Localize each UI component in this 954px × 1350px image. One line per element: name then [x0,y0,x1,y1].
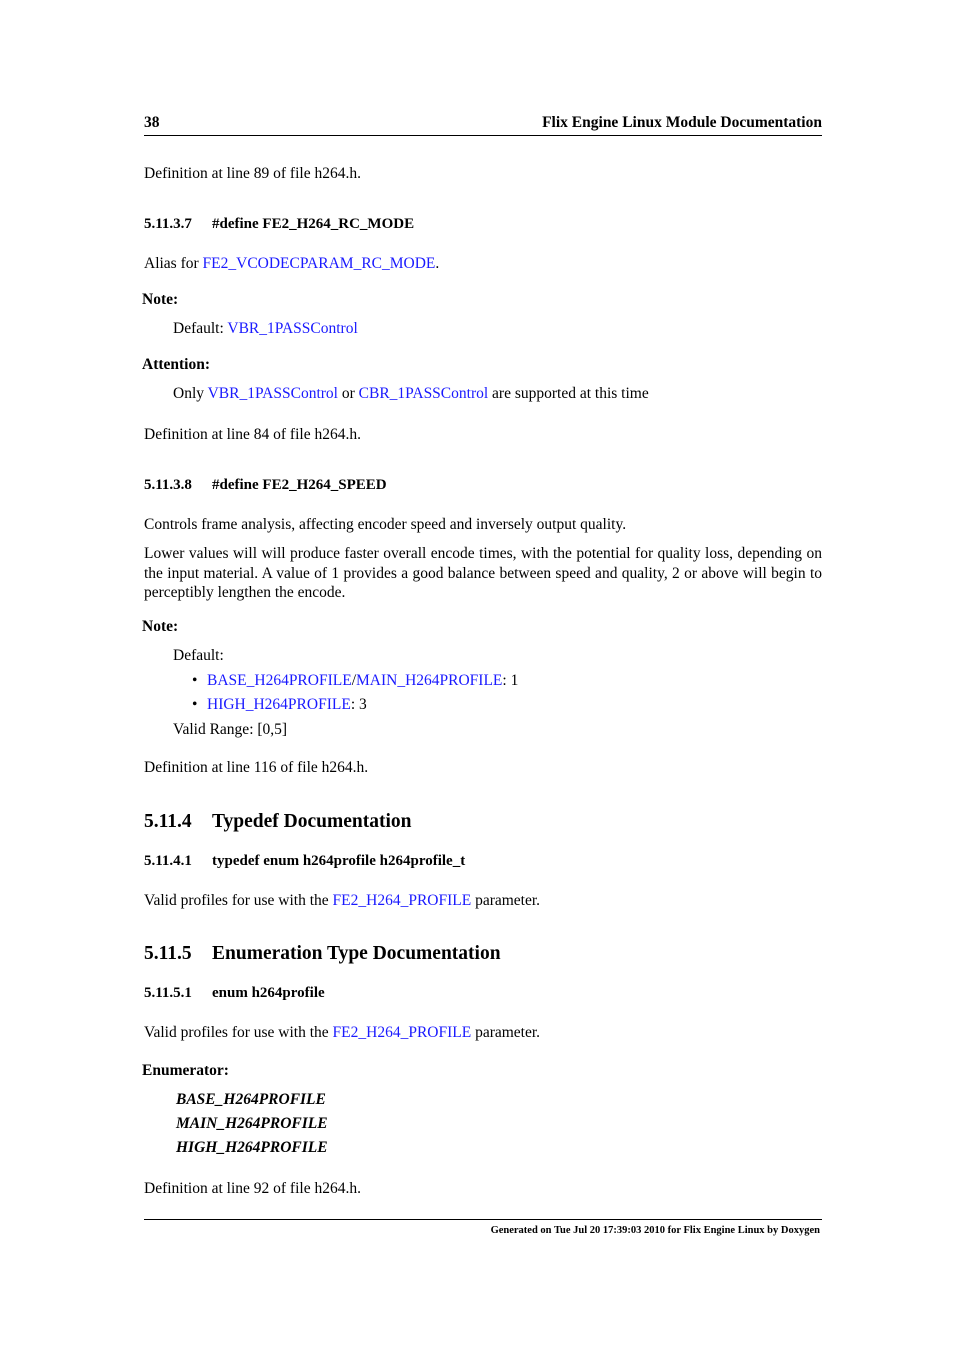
typedef-desc-prefix: Valid profiles for use with the [144,892,333,909]
rc-mode-heading [144,216,414,233]
typedef-item-title: typedef enum h264profile h264profile_t [212,853,466,869]
enum-item-title: enum h264profile [212,985,325,1001]
speed-title: #define FE2_H264_SPEED [212,477,387,493]
attention-mid: or [337,385,359,402]
cbr-1pass-link[interactable]: CBR_1PASSControl [358,385,489,402]
speed-number: 5.11.3.8 [144,477,192,493]
bullet-2-glyph: • [192,696,198,713]
enumerator-high: HIGH_H264PROFILE [176,1139,328,1156]
enum-section-number: 5.11.5 [144,943,192,964]
enum-desc-suffix: parameter. [471,1024,541,1041]
fe2-h264-profile-link[interactable]: FE2_H264_PROFILE [332,892,472,909]
bullet-1-separator: / [351,672,356,689]
bullet-1-glyph: • [192,672,198,689]
page-footer [144,1219,822,1236]
speed-para-2: Lower values will will produce faster overall encode times, with the potential for quality loss, depending on the input material. A value of 1 provides a good balance between speed and quality, 2 or above will begin to perceptibly lengthen the encode. [144,545,822,602]
enum-desc-prefix: Valid profiles for use with the [144,1024,333,1041]
rc-mode-definition: Definition at line 84 of file h264.h. [144,426,361,443]
enumerator-base: BASE_H264PROFILE [176,1091,326,1108]
vcodecparam-rc-mode-link[interactable]: FE2_VCODECPARAM_RC_MODE [202,255,436,272]
speed-default-label: Default: [173,647,224,664]
speed-definition: Definition at line 116 of file h264.h. [144,759,369,776]
typedef-section-title: Typedef Documentation [212,811,412,832]
attention-prefix: Only [173,385,208,402]
alias-prefix: Alias for [144,255,203,272]
page-header [144,113,822,136]
enum-section-heading [144,943,501,965]
speed-bullet-2 [192,696,367,714]
base-h264profile-link[interactable]: BASE_H264PROFILE [207,672,352,689]
vbr-1pass-link-2[interactable]: VBR_1PASSControl [207,385,338,402]
typedef-item-heading [144,853,465,870]
rc-mode-note-label: Note: [142,291,179,308]
rc-mode-attention-text [173,385,649,403]
bullet-2-value: : 3 [350,696,367,713]
enum-item-heading [144,985,325,1002]
high-h264profile-link[interactable]: HIGH_H264PROFILE [207,696,351,713]
fe2-h264-profile-link-2[interactable]: FE2_H264_PROFILE [332,1024,472,1041]
page [144,0,822,1350]
rc-mode-note-text [173,320,358,338]
typedef-section-heading [144,811,412,833]
attention-suffix: are supported at this time [488,385,649,402]
typedef-item-desc [144,892,540,910]
enum-section-title: Enumeration Type Documentation [212,943,501,964]
rc-mode-number: 5.11.3.7 [144,216,192,232]
speed-heading [144,477,387,494]
page-number: 38 [144,114,160,131]
alias-suffix: . [435,255,440,272]
enum-item-number: 5.11.5.1 [144,985,192,1001]
typedef-item-number: 5.11.4.1 [144,853,192,869]
speed-valid-range: Valid Range: [0,5] [173,721,288,738]
note-default-prefix: Default: [173,320,228,337]
main-h264profile-link[interactable]: MAIN_H264PROFILE [356,672,503,689]
footer-text: Generated on Tue Jul 20 17:39:03 2010 for Flix Engine Linux by Doxygen [490,1225,820,1236]
rc-mode-alias [144,255,439,273]
rc-mode-attention-label: Attention: [142,356,211,373]
speed-para-1: Controls frame analysis, affecting encoder speed and inversely output quality. [144,516,627,533]
enum-definition: Definition at line 92 of file h264.h. [144,1180,361,1197]
enumerator-main: MAIN_H264PROFILE [176,1115,328,1132]
speed-bullet-1 [192,672,518,690]
enum-item-desc [144,1024,540,1042]
typedef-desc-suffix: parameter. [471,892,541,909]
typedef-section-number: 5.11.4 [144,811,192,832]
bullet-1-value: : 1 [502,672,519,689]
definition-line-89: Definition at line 89 of file h264.h. [144,165,361,182]
speed-note-label: Note: [142,618,179,635]
header-title: Flix Engine Linux Module Documentation [542,114,822,131]
enumerator-label: Enumerator: [142,1062,229,1079]
vbr-1pass-link[interactable]: VBR_1PASSControl [227,320,358,337]
rc-mode-title: #define FE2_H264_RC_MODE [212,216,415,232]
